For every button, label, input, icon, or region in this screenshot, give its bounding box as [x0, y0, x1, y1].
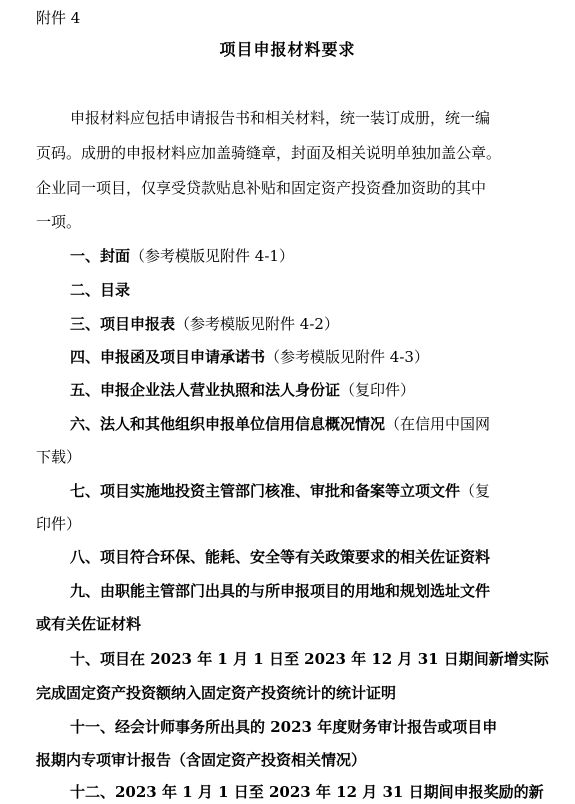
list-item-11-line-2: 报期内专项审计报告（含固定资产投资相关情况） [36, 751, 367, 769]
item-4-main: 四、申报函及项目申请承诺书 [70, 348, 266, 366]
item-1-note: （参考模版见附件 4-1） [130, 247, 294, 265]
list-item-6 [70, 414, 556, 434]
item-7-continuation: 印件） [36, 515, 82, 533]
item-7-main: 七、项目实施地投资主管部门核准、审批和备案等立项文件 [70, 482, 461, 500]
intro-line-4: 一项。 [36, 213, 82, 231]
list-item-9-line-2: 或有关佐证材料 [36, 615, 142, 633]
intro-line-1: 申报材料应包括申请报告书和相关材料，统一装订成册，统一编 [70, 109, 491, 127]
item-3-note: （参考模版见附件 4-2） [175, 315, 339, 333]
list-item-5 [70, 380, 556, 400]
item-5-main: 五、申报企业法人营业执照和法人身份证 [70, 381, 341, 399]
list-item-11-line-1: 十一、经会计师事务所出具的 2023 年度财务审计报告或项目申 [70, 718, 498, 736]
list-item-1 [70, 246, 556, 266]
intro-line-3: 企业同一项目，仅享受贷款贴息补贴和固定资产投资叠加资助的其中 [36, 179, 487, 197]
attachment-label: 附件 4 [36, 9, 81, 27]
list-item-4 [70, 347, 556, 367]
list-item-9-line-1: 九、由职能主管部门出具的与所申报项目的用地和规划选址文件 [70, 582, 491, 600]
item-5-note: （复印件） [340, 381, 416, 399]
list-item-12-line-1: 十二、2023 年 1 月 1 日至 2023 年 12 月 31 日期间申报奖励的新 [70, 783, 544, 801]
list-item-10-line-2: 完成固定资产投资额纳入固定资产投资统计的统计证明 [36, 684, 397, 702]
list-item-7 [70, 481, 556, 501]
document-title: 项目申报材料要求 [219, 40, 356, 59]
list-item-2: 二、目录 [70, 281, 131, 299]
item-6-note: （在信用中国网 [385, 415, 491, 433]
list-item-3 [70, 314, 556, 334]
item-4-note: （参考模版见附件 4-3） [265, 348, 429, 366]
list-item-8: 八、项目符合环保、能耗、安全等有关政策要求的相关佐证资料 [70, 548, 491, 566]
item-7-note: （复 [460, 482, 491, 500]
item-3-main: 三、项目申报表 [70, 315, 176, 333]
item-6-main: 六、法人和其他组织申报单位信用信息概况情况 [70, 415, 386, 433]
intro-line-2: 页码。成册的申报材料应加盖骑缝章，封面及相关说明单独加盖公章。 [36, 144, 502, 162]
item-6-continuation: 下载） [36, 448, 82, 466]
list-item-10-line-1: 十、项目在 2023 年 1 月 1 日至 2023 年 12 月 31 日期间新增实际 [70, 650, 549, 668]
item-1-main: 一、封面 [70, 247, 131, 265]
